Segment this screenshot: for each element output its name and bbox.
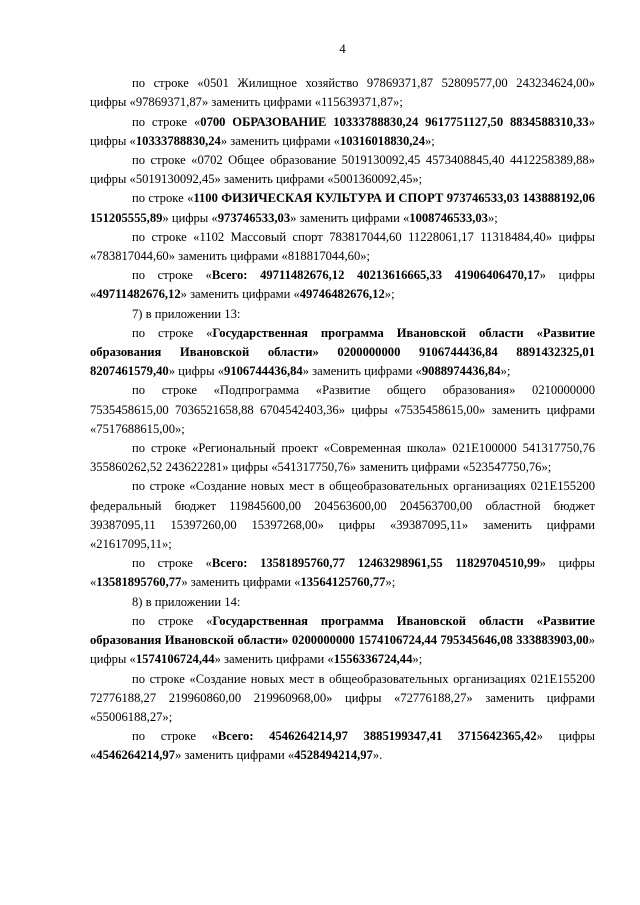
bold-text-run: 49746482676,12 xyxy=(299,287,385,302)
bold-text-run: 10333788830,24 xyxy=(135,133,221,148)
text-run: » заменить цифрами « xyxy=(302,364,422,379)
paragraph xyxy=(90,228,595,266)
text-run: » цифры « xyxy=(162,210,218,225)
text-run: по строке « xyxy=(132,268,212,283)
text-run: »; xyxy=(384,287,395,302)
text-run: » цифры « xyxy=(90,633,595,667)
paragraph xyxy=(90,151,595,189)
paragraph xyxy=(90,554,595,592)
text-run: по строке « xyxy=(132,556,212,571)
text-run: по строке « xyxy=(132,191,194,206)
text-run: по строке «Создание новых мест в общеобразовательных организациях 021E155200 72776188,27 219960860,00 219960968,00» цифры «72776188,27» заменить цифрами «55006188,27»; xyxy=(90,671,595,724)
text-run: по строке « xyxy=(132,114,201,129)
paragraph xyxy=(90,74,595,112)
text-run: » заменить цифрами « xyxy=(180,287,300,302)
page-number: 4 xyxy=(339,42,346,56)
bold-text-run: 973746533,03 xyxy=(217,210,291,225)
bold-text-run: 9088974436,84 xyxy=(421,364,501,379)
bold-text-run: 13581895760,77 xyxy=(96,575,182,590)
text-run: » заменить цифрами « xyxy=(175,748,295,763)
bold-text-run: Государственная программа Ивановской области «Развитие образования Ивановской области» 0200000000 9106744436,84 8891432325,01 8207461579,40 xyxy=(90,325,595,379)
text-run: » заменить цифрами « xyxy=(181,575,301,590)
document-page xyxy=(90,40,595,766)
text-run: » заменить цифрами « xyxy=(220,133,340,148)
paragraph xyxy=(90,305,595,324)
paragraph xyxy=(90,727,595,765)
bold-text-run: Всего: 49711482676,12 40213616665,33 41906406470,17 xyxy=(211,268,540,283)
text-run: по строке «0501 Жилищное хозяйство 97869371,87 52809577,00 243234624,00» цифры «97869371,87» заменить цифрами «115639371,87»; xyxy=(90,76,595,110)
text-run: » заменить цифрами « xyxy=(214,652,334,667)
bold-text-run: 10316018830,24 xyxy=(339,133,425,148)
text-run: » цифры « xyxy=(90,729,595,763)
text-run: 8) в приложении 14: xyxy=(132,594,241,609)
paragraph xyxy=(90,189,595,227)
text-run: по строке « xyxy=(132,729,218,744)
bold-text-run: 1100 ФИЗИЧЕСКАЯ КУЛЬТУРА И СПОРТ 973746533,03 143888192,06 151205555,89 xyxy=(90,191,595,225)
text-run: по строке « xyxy=(132,325,213,340)
text-run: »; xyxy=(487,210,498,225)
paragraph xyxy=(90,381,595,439)
paragraph xyxy=(90,612,595,670)
text-run: » цифры « xyxy=(90,556,595,590)
text-run: по строке «Подпрограмма «Развитие общего образования» 0210000000 7535458615,00 7036521658,88 6704542403,36» цифры «7535458615,00» заменить цифрами «7517688615,00»; xyxy=(90,383,595,436)
text-run: » цифры « xyxy=(168,364,225,379)
text-run: »; xyxy=(500,364,511,379)
bold-text-run: 1556336724,44 xyxy=(333,652,413,667)
text-run: по строке «Региональный проект «Современная школа» 021E100000 541317750,76 355860262,52 243622281» цифры «541317750,76» заменить цифрами «523547750,76»; xyxy=(90,441,595,475)
bold-text-run: 13564125760,77 xyxy=(300,575,386,590)
text-run: »; xyxy=(412,652,423,667)
text-run: по строке «Создание новых мест в общеобразовательных организациях 021E155200 федеральный бюджет 119845600,00 204563600,00 204563700,00 областной бюджет 39387095,11 15397260,00 15397268,00» цифры «39387095,11» заменить цифрами «21617095,11»; xyxy=(90,479,595,552)
paragraph xyxy=(90,477,595,554)
bold-text-run: Всего: 4546264214,97 3885199347,41 3715642365,42 xyxy=(217,729,537,744)
bold-text-run: 49711482676,12 xyxy=(96,287,181,302)
bold-text-run: Всего: 13581895760,77 12463298961,55 11829704510,99 xyxy=(211,556,540,571)
paragraph xyxy=(90,670,595,728)
paragraph xyxy=(90,593,595,612)
bold-text-run: 1574106724,44 xyxy=(135,652,215,667)
text-run: »; xyxy=(385,575,396,590)
text-run: » цифры « xyxy=(90,114,595,148)
bold-text-run: 1008746533,03 xyxy=(409,210,488,225)
paragraph xyxy=(90,324,595,382)
text-run: по строке «0702 Общее образование 5019130092,45 4573408845,40 4412258389,88» цифры «5019130092,45» заменить цифрами «5001360092,45»; xyxy=(90,153,595,187)
bold-text-run: 4528494214,97 xyxy=(294,748,373,763)
paragraph xyxy=(90,113,595,151)
text-run: » цифры « xyxy=(90,268,595,302)
bold-text-run: 0700 ОБРАЗОВАНИЕ 10333788830,24 9617751127,50 8834588310,33 xyxy=(200,114,589,129)
text-run: »; xyxy=(425,133,435,148)
text-run: 7) в приложении 13: xyxy=(132,306,241,321)
text-run: по строке « xyxy=(132,613,213,628)
text-run: по строке «1102 Массовый спорт 783817044,60 11228061,17 11318484,40» цифры «783817044,60» заменить цифрами «818817044,60»; xyxy=(90,229,595,264)
document-body xyxy=(90,74,595,765)
bold-text-run: Государственная программа Ивановской области «Развитие образования Ивановской области» 0200000000 1574106724,44 795345646,08 333883903,00 xyxy=(90,613,595,648)
bold-text-run: 4546264214,97 xyxy=(96,748,176,763)
paragraph xyxy=(90,266,595,304)
paragraph xyxy=(90,439,595,477)
text-run: ». xyxy=(372,748,383,763)
bold-text-run: 9106744436,84 xyxy=(224,364,303,379)
text-run: » заменить цифрами « xyxy=(290,210,410,225)
